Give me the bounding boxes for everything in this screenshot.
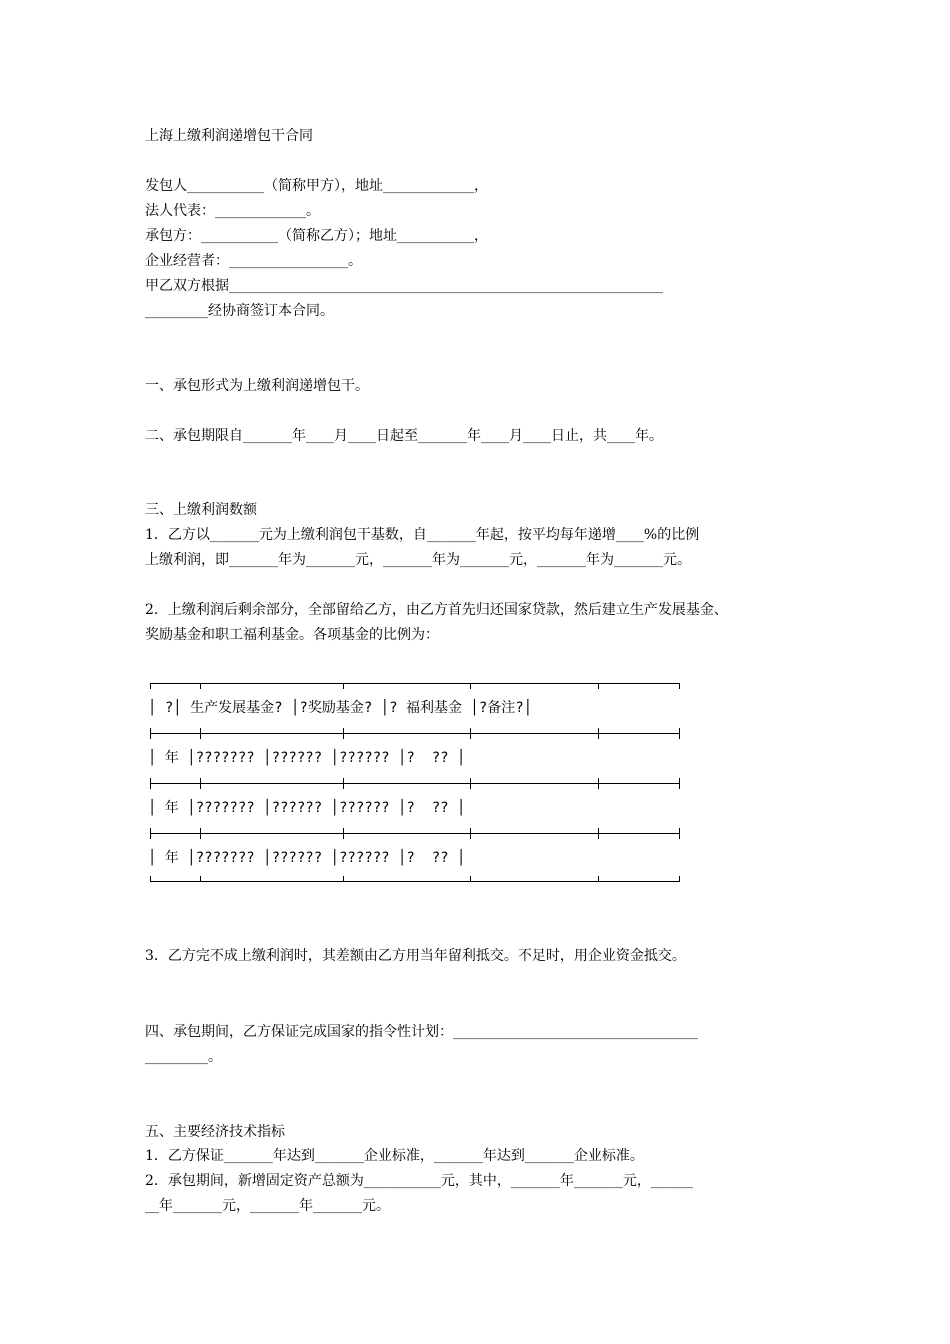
- section-3-p1-line2: 上缴利润，即_______年为_______元，_______年为_______元，_______年为_______元。: [145, 552, 691, 568]
- section-5-heading: 五、主要经济技术指标: [145, 1124, 285, 1140]
- document-title: 上海上缴利润递增包干合同: [145, 128, 313, 144]
- table-row: │ 年 │??????? │?????? │?????? │? ?? │: [148, 750, 466, 766]
- party-b-line: 承包方：___________（简称乙方）；地址___________，: [145, 228, 488, 244]
- operator-line: 企业经营者：_________________。: [145, 253, 362, 269]
- section-5-p2-line1: 2．承包期间，新增固定资产总额为___________元，其中，_______年_______元，______: [145, 1173, 693, 1189]
- section-3-p3: 3．乙方完不成上缴利润时，其差额由乙方用当年留利抵交。不足时，用企业资金抵交。: [145, 948, 686, 964]
- table-divider: [150, 833, 680, 834]
- section-4-line2: _________。: [145, 1049, 222, 1065]
- table-divider: [150, 783, 680, 784]
- section-3-p2-line1: 2．上缴利润后剩余部分，全部留给乙方，由乙方首先归还国家贷款，然后建立生产发展基金、: [145, 602, 728, 618]
- table-header-row: │ ?│ 生产发展基金? │?奖励基金? │? 福利基金 │?备注?│: [148, 700, 533, 716]
- section-5-p1: 1．乙方保证_______年达到_______企业标准，_______年达到_______企业标准。: [145, 1148, 644, 1164]
- table-divider: [150, 733, 680, 734]
- section-1: 一、承包形式为上缴利润递增包干。: [145, 378, 369, 394]
- party-a-line: 发包人___________（简称甲方），地址_____________，: [145, 178, 488, 194]
- section-2: 二、承包期限自_______年____月____日起至_______年____月____日止，共____年。: [145, 428, 663, 444]
- table-border-bottom: [150, 881, 680, 882]
- table-row: │ 年 │??????? │?????? │?????? │? ?? │: [148, 800, 466, 816]
- section-3-p2-line2: 奖励基金和职工福利基金。各项基金的比例为：: [145, 627, 439, 643]
- section-3-heading: 三、上缴利润数额: [145, 502, 257, 518]
- section-5-p2-line2: __年_______元，_______年_______元。: [145, 1198, 390, 1214]
- basis-line-cont: _________经协商签订本合同。: [145, 303, 334, 319]
- table-row: │ 年 │??????? │?????? │?????? │? ?? │: [148, 850, 466, 866]
- legal-rep-line: 法人代表：_____________。: [145, 203, 320, 219]
- basis-line: 甲乙双方根据______________________________________________________________: [145, 278, 663, 294]
- section-4-line1: 四、承包期间，乙方保证完成国家的指令性计划：___________________________________: [145, 1024, 698, 1040]
- table-border-top: [150, 683, 680, 684]
- section-3-p1-line1: 1．乙方以_______元为上缴利润包干基数，自_______年起，按平均每年递增____%的比例: [145, 527, 700, 543]
